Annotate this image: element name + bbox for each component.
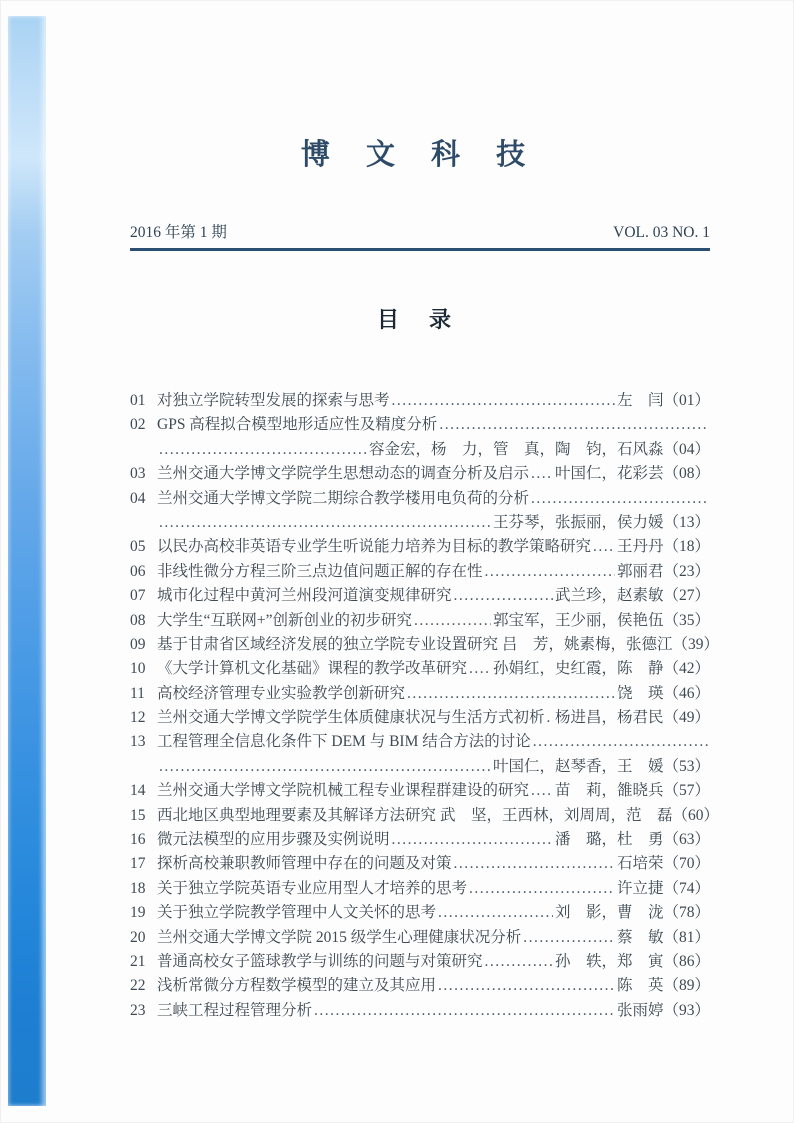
entry-page: （53） — [663, 757, 710, 775]
dot-leader — [439, 413, 708, 437]
toc-entry — [130, 828, 710, 852]
toc-entry — [130, 535, 710, 559]
entry-authors: 郭宝军，王少丽，侯艳伍 — [492, 611, 664, 629]
entry-authors: 容金宏，杨 力，管 真，陶 钧，石风淼 — [368, 440, 664, 458]
toc-entry — [130, 877, 710, 901]
toc-entry — [130, 657, 710, 681]
entry-number: 11 — [130, 684, 145, 702]
entry-number: 23 — [130, 1001, 146, 1019]
dot-leader — [414, 609, 491, 633]
toc-entry — [130, 926, 710, 950]
entry-page: （60） — [672, 806, 720, 824]
entry-page: （08） — [663, 465, 710, 483]
toc-entry — [130, 682, 710, 706]
dot-leader — [159, 511, 491, 535]
spine-strip — [8, 16, 46, 1106]
dot-leader — [469, 877, 615, 901]
toc-entry — [130, 950, 710, 974]
dot-leader — [438, 974, 615, 998]
entry-number: 19 — [130, 904, 146, 922]
entry-number: 10 — [130, 660, 146, 678]
dot-leader — [392, 389, 615, 413]
entry-page: （35） — [663, 611, 710, 629]
entry-page: （89） — [663, 977, 710, 995]
entry-page: （42） — [663, 660, 710, 678]
entry-page: （18） — [663, 538, 710, 556]
dot-leader — [314, 999, 615, 1023]
entry-number: 18 — [130, 879, 146, 897]
toc-entry — [130, 584, 710, 608]
dot-leader — [485, 560, 615, 584]
entry-number: 02 — [130, 416, 146, 434]
dot-leader — [523, 926, 615, 950]
dot-leader — [547, 706, 553, 730]
entry-authors: 郭丽君 — [616, 562, 664, 580]
entry-authors: 刘 影，曹 泷 — [554, 904, 664, 922]
toc-entry — [130, 999, 710, 1023]
toc-entry-continuation — [130, 438, 710, 462]
toc-entry — [130, 609, 710, 633]
entry-page: （23） — [663, 562, 710, 580]
entry-number: 07 — [130, 587, 146, 605]
entry-number: 03 — [130, 465, 146, 483]
entry-page: （46） — [663, 684, 710, 702]
entry-title: 对独立学院转型发展的探索与思考 — [157, 392, 390, 409]
entry-title: 微元法模型的应用步骤及实例说明 — [157, 831, 390, 849]
issue-info-row — [130, 220, 710, 251]
dot-leader — [438, 901, 553, 925]
entry-title: 浅析常微分方程数学模型的建立及其应用 — [157, 977, 437, 995]
entry-page: （63） — [663, 831, 710, 849]
entry-authors: 王芬琴，张振丽，侯力媛 — [492, 513, 664, 531]
issue-number: 2016 年第 1 期 — [130, 224, 227, 241]
entry-authors: 潘 璐，杜 勇 — [554, 831, 664, 849]
toc-entry — [130, 901, 710, 925]
entry-number: 17 — [130, 855, 146, 873]
toc-entry — [130, 804, 720, 828]
entry-authors: 叶国仁，赵琴香，王 媛 — [492, 757, 664, 775]
entry-number: 05 — [130, 538, 146, 556]
entry-number: 13 — [130, 733, 146, 751]
entry-page: （49） — [663, 709, 710, 727]
entry-number: 09 — [130, 635, 146, 653]
dot-leader — [454, 584, 553, 608]
entry-title: 兰州交通大学博文学院 2015 级学生心理健康状况分析 — [157, 928, 522, 946]
toc-entry-continuation — [130, 511, 710, 535]
dot-leader — [533, 730, 708, 754]
entry-authors: 陈 英 — [616, 977, 664, 995]
entry-authors: 孙 轶，郑 寅 — [554, 952, 664, 970]
toc-entry — [130, 487, 710, 511]
toc-entry — [130, 730, 710, 754]
entry-authors: 武 坚，王西林，刘周周，范 磊 — [440, 806, 673, 824]
entry-title: 关于独立学院教学管理中人文关怀的思考 — [157, 904, 437, 922]
toc-entry — [130, 413, 710, 437]
entry-title: 兰州交通大学博文学院学生思想动态的调查分析及启示 — [157, 465, 530, 483]
toc-entry — [130, 779, 710, 803]
entry-title: 城市化过程中黄河兰州段河道演变规律研究 — [157, 587, 452, 605]
entry-title: 三峡工程过程管理分析 — [157, 1001, 313, 1019]
entry-title: 关于独立学院英语专业应用型人才培养的思考 — [157, 879, 468, 897]
dot-leader — [159, 438, 367, 462]
entry-page: （74） — [663, 879, 710, 897]
toc-entry — [130, 389, 710, 413]
dot-leader — [407, 682, 615, 706]
entry-authors: 杨进昌，杨君民 — [554, 709, 664, 727]
dot-leader — [454, 852, 615, 876]
entry-authors: 左 闫 — [616, 392, 664, 409]
entry-number: 04 — [130, 489, 146, 507]
dot-leader — [531, 487, 708, 511]
entry-title: 探析高校兼职教师管理中存在的问题及对策 — [157, 855, 452, 873]
entry-page: （04） — [663, 440, 710, 458]
dot-leader — [469, 657, 491, 681]
entry-title: 工程管理全信息化条件下 DEM 与 BIM 结合方法的讨论 — [157, 733, 531, 751]
entry-title: GPS 高程拟合模型地形适应性及精度分析 — [157, 416, 438, 434]
entry-title: 普通高校女子篮球教学与训练的问题与对策研究 — [157, 952, 483, 970]
entry-page: （13） — [663, 513, 710, 531]
journal-title: 博 文 科 技 — [300, 139, 540, 171]
entry-title: 西北地区典型地理要素及其解译方法研究 — [157, 806, 437, 824]
entry-title: 高校经济管理专业实验教学创新研究 — [157, 684, 406, 702]
entry-page: （81） — [663, 928, 710, 946]
volume-number: VOL. 03 NO. 1 — [613, 224, 710, 241]
toc-entry — [130, 633, 720, 657]
entry-title: 兰州交通大学博文学院二期综合教学楼用电负荷的分析 — [157, 489, 530, 507]
entry-number: 12 — [130, 709, 146, 727]
toc-entry — [130, 462, 710, 486]
entry-page: （93） — [663, 1001, 710, 1019]
toc-entry — [130, 974, 710, 998]
entry-title: 以民办高校非英语专业学生听说能力培养为目标的教学策略研究 — [157, 538, 592, 556]
entry-title: 非线性微分方程三阶三点边值问题正解的存在性 — [157, 562, 483, 580]
toc-list — [130, 389, 720, 1023]
entry-number: 06 — [130, 562, 146, 580]
dot-leader — [159, 755, 491, 779]
entry-number: 16 — [130, 831, 146, 849]
toc-entry-continuation — [130, 755, 710, 779]
entry-title: 兰州交通大学博文学院机械工程专业课程群建设的研究 — [157, 782, 530, 800]
entry-page: （01） — [663, 392, 710, 409]
entry-title: 兰州交通大学博文学院学生体质健康状况与生活方式初析 — [157, 709, 545, 727]
dot-leader — [531, 462, 553, 486]
entry-page: （39） — [672, 635, 720, 653]
entry-page: （86） — [663, 952, 710, 970]
entry-authors: 吕 芳，姚素梅，张德江 — [502, 635, 673, 653]
entry-number: 21 — [130, 952, 146, 970]
dot-leader — [485, 950, 553, 974]
entry-page: （70） — [663, 855, 710, 873]
entry-authors: 石培荣 — [616, 855, 664, 873]
entry-authors: 王丹丹 — [616, 538, 664, 556]
entry-authors: 武兰珍，赵素敏 — [554, 587, 664, 605]
entry-number: 20 — [130, 928, 146, 946]
dot-leader — [531, 779, 553, 803]
entry-title: 大学生“互联网+”创新创业的初步研究 — [157, 611, 413, 629]
toc-entry — [130, 560, 710, 584]
dot-leader — [593, 535, 615, 559]
toc-heading: 目 录 — [376, 307, 464, 332]
entry-authors: 苗 莉，雒晓兵 — [554, 782, 664, 800]
entry-number: 22 — [130, 977, 146, 995]
entry-authors: 饶 瑛 — [616, 684, 664, 702]
entry-number: 01 — [130, 392, 146, 409]
entry-page: （27） — [663, 587, 710, 605]
entry-number: 15 — [130, 806, 146, 824]
entry-number: 14 — [130, 782, 146, 800]
entry-page: （57） — [663, 782, 710, 800]
entry-authors: 许立捷 — [616, 879, 664, 897]
toc-entry — [130, 852, 710, 876]
entry-title: 基于甘肃省区域经济发展的独立学院专业设置研究 — [157, 635, 499, 653]
toc-entry — [130, 706, 710, 730]
entry-number: 08 — [130, 611, 146, 629]
entry-authors: 蔡 敏 — [616, 928, 664, 946]
dot-leader — [392, 828, 553, 852]
entry-title: 《大学计算机文化基础》课程的教学改革研究 — [157, 660, 468, 678]
entry-authors: 叶国仁，花彩芸 — [554, 465, 664, 483]
entry-page: （78） — [663, 904, 710, 922]
entry-authors: 孙娟红，史红霞，陈 静 — [492, 660, 664, 678]
entry-authors: 张雨婷 — [616, 1001, 664, 1019]
